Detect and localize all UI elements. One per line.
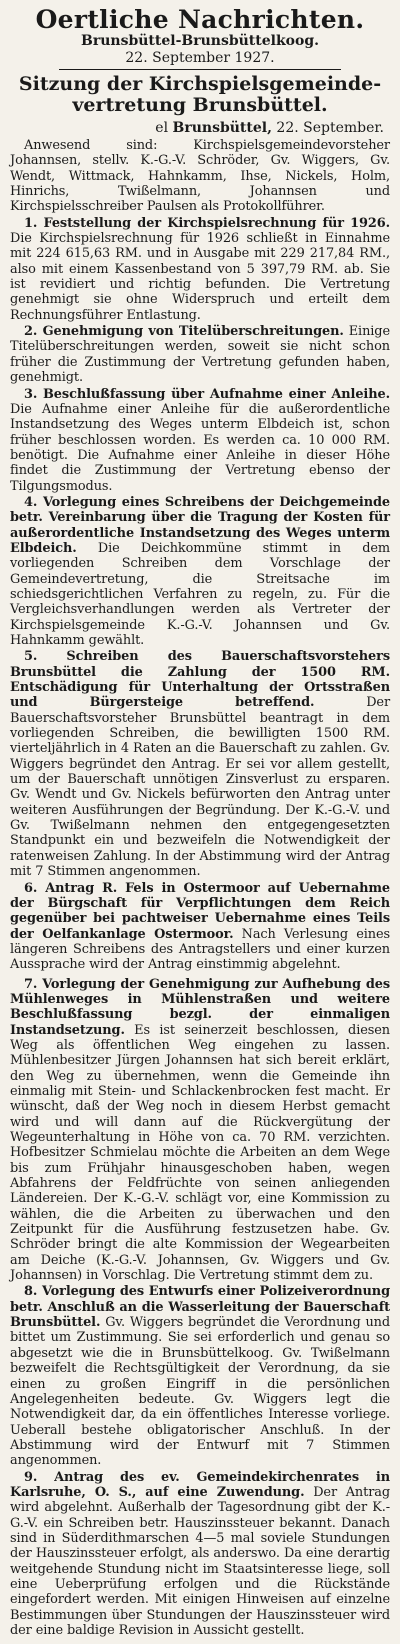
- dateline-date: 22. September.: [276, 120, 384, 136]
- agenda-item-body: Es ist seinerzeit beschlossen, diesen Weg als öffentlichen Weg eingehen zu lassen. Mühlenbesitzer Jürgen Johannsen hat sich bereit erklärt, den Weg zu übernehmen, wenn die Gemeinde ihn einmalig mit Stein- und Schlackenbrocken fest macht. Er wünscht, daß der Weg noch in diesem Herbst gemacht wird und will dann auf die Rückvergütung der Wegeunterhaltung in Höhe von ca. 70 RM. verzichten. Hofbesitzer Schmielau möchte die Arbeiten an dem Wege bis zum Frühjahr hinausgeschoben haben, wegen Abfahrens der Feldfrüchte von seinen anliegenden Ländereien. Der K.-G.-V. schlägt vor, eine Kommission zu wählen, die die Arbeiten zu überwachen und den Zeitpunkt für die Ausführung festzusetzen habe. Gv. Schröder bringt die alte Kommission der Wegearbeiten am Deiche (K.-G.-V. Johannsen, Gv. Wiggers und Gv. Johannsen) in Vorschlag. Die Vertretung stimmt dem zu.: [10, 1022, 390, 1284]
- agenda-item-body: Einige Titelüberschreitungen werden, soweit sie nicht schon früher die Zustimmung der Vertretung gefunden haben, genehmigt.: [10, 324, 390, 386]
- agenda-item: [10, 324, 390, 385]
- agenda-item-body: Der Antrag wird abgelehnt. Außerhalb der Tagesordnung gibt der K.-G.-V. ein Schreiben betr. Hauszinssteuer bekannt. Danach sind in Süderdithmarschen 4—5 mal soviele Stundungen der Hauszinssteuer erfolgt, als anderswo. Da eine derartig weitgehende Stundung nicht im Staatsinteresse liege, soll eine Ueberprüfung erfolgen und die Rückstände eingefordert werden. Mit einigen Hinweisen auf einzelne Bestimmungen über Stundungen der Hauszinssteuer wird der eine baldige Revision in Aussicht gestellt.: [10, 1484, 391, 1638]
- agenda-item-heading: 2. Genehmigung von Titelüberschreitungen.: [24, 324, 344, 340]
- masthead: Oertliche Nachrichten.: [35, 5, 365, 34]
- article-dateline: [10, 120, 390, 136]
- agenda-item: [10, 495, 390, 648]
- agenda-item-body: Gv. Wiggers begründet die Verordnung und bittet um Zustimmung. Sie sei erforderlich und genau so abgesetzt wie die in Brunsbüttelkoog. Gv. Twißelmann bezweifelt die Rechtsgültigkeit der Verordnung, da sie einen zu großen Eingriff in die persönlichen Angelegenheiten bedeute. Gv. Wiggers legt die Notwendigkeit dar, da ein öffentliches Interesse vorliege. Ueberall bestehe obligatorischer Anschluß. In der Abstimmung wird der Entwurf mit 7 Stimmen angenommen.: [10, 1315, 390, 1469]
- agenda-item-heading: 4. Vorlegung eines Schreibens der Deichgemeinde betr. Vereinbarung über die Tragung der Kosten für außerordentliche Instandsetzung des Weges unterm Elbdeich.: [10, 494, 390, 556]
- agenda-item-heading: 5. Schreiben des Bauerschaftsvorstehers Brunsbüttel die Zahlung der 1500 RM. Entschädigung für Unterhaltung der Ortsstraßen und Bürgersteige betreffend.: [10, 649, 390, 711]
- agenda-item-heading: 6. Antrag R. Fels in Ostermoor auf Uebernahme der Bürgschaft für Verpflichtungen dem Reich gegenüber bei pachtweiser Uebernahme eines Teils der Oelfankanlage Ostermoor.: [10, 880, 390, 942]
- agenda-item-body: Die Kirchspielsrechnung für 1926 schließt in Einnahme mit 224 615,63 RM. und in Ausgabe mit 229 217,84 RM., also mit einem Kassenbestand von 5 397,79 RM. ab. Sie ist revidiert und richtig befunden. Die Vertretung genehmigt sie ohne Widerspruch und erteilt dem Rechnungsführer Entlastung.: [10, 231, 390, 323]
- divider-rule: [59, 69, 340, 70]
- agenda-item-body: Nach Verlesung eines längeren Schreibens des Antragstellers und einer kurzen Aussprache wird der Antrag einstimmig abgelehnt.: [10, 926, 391, 973]
- agenda-item: [10, 1284, 390, 1468]
- agenda-item: [10, 216, 390, 323]
- agenda-item-body: Die Aufnahme einer Anleihe für die außerordentliche Instandsetzung des Weges unterm Elbdeich ist, schon früher beschlossen worden. Es werden ca. 10 000 RM. benötigt. Die Aufnahme einer Anleihe in dieser Höhe findet die Zustimmung der Vertretung ebenso der Tilgungsmodus.: [10, 401, 390, 494]
- agenda-item-body: Der Bauerschaftsvorsteher Brunsbüttel beantragt in dem vorliegenden Schreiben, die bewilligten 1500 RM. vierteljährlich in 4 Raten an die Bauerschaft zu zahlen. Gv. Wiggers begründet den Antrag. Er sei vor allem gestellt, um der Bauerschaft unnötigen Zinsverlust zu ersparen. Gv. Wendt und Gv. Nickels befürworten den Antrag unter weiteren Ausführungen der Begründung. Der K.-G.-V. und Gv. Twißelmann nehmen den entgegengesetzten Standpunkt ein und bezweifeln die Notwendigkeit der ratenweisen Zahlung. In der Abstimmung wird der Antrag mit 7 Stimmen angenommen.: [10, 695, 391, 880]
- agenda-item-heading: 7. Vorlegung der Genehmigung zur Aufhebung des Mühlenweges in Mühlenstraßen und weitere Beschlußfassung bezgl. der einmaligen Instandsetzung.: [10, 976, 390, 1038]
- dateline-prefix: el: [155, 120, 169, 136]
- agenda-item: [10, 649, 390, 879]
- article-intro: Anwesend sind: Kirchspielsgemeindevorsteher Johannsen, stellv. K.-G.-V. Schröder, Gv. Wiggers, Gv. Wendt, Wittmack, Hahnkamm, Ihse, Nickels, Holm, Hinrichs, Twißelmann, Johannsen und Kirchspielsschreiber Paulsen als Protokollführer.: [10, 138, 390, 215]
- agenda-item-heading: 1. Feststellung der Kirchspielsrechnung für 1926.: [24, 215, 390, 231]
- article-headline: Sitzung der Kirchspielsgemeinde-vertretung Brunsbüttel.: [18, 73, 382, 116]
- agenda-item: [10, 977, 390, 1284]
- agenda-item: [10, 1470, 390, 1639]
- agenda-item: [10, 881, 390, 973]
- issue-date: 22. September 1927.: [125, 50, 275, 66]
- agenda-item-heading: 8. Vorlegung des Entwurfs einer Polizeiverordnung betr. Anschluß an die Wasserleitung der Bauerschaft Brunsbüttel.: [10, 1284, 390, 1331]
- agenda-item: [10, 387, 390, 494]
- agenda-item-body: Die Deichkommüne stimmt in dem vorliegenden Schreiben dem Vorschlage der Gemeindevertretung, die Streitsache im schiedsgerichtlichen Verfahren zu regeln, zu. Für die Vergleichsverhandlungen werden als Vertreter der Kirchspielsgemeinde K.-G.-V. Johannsen und Gv. Hahnkamm gewählt.: [10, 540, 390, 648]
- agenda-item-heading: 3. Beschlußfassung über Aufnahme einer Anleihe.: [24, 386, 390, 402]
- subtitle: Brunsbüttel-Brunsbüttelkoog.: [81, 33, 319, 49]
- dateline-place: Brunsbüttel,: [172, 120, 272, 136]
- agenda-item-heading: 9. Antrag des ev. Gemeindekirchenrates in Karlsruhe, O. S., auf eine Zuwendung.: [10, 1469, 390, 1500]
